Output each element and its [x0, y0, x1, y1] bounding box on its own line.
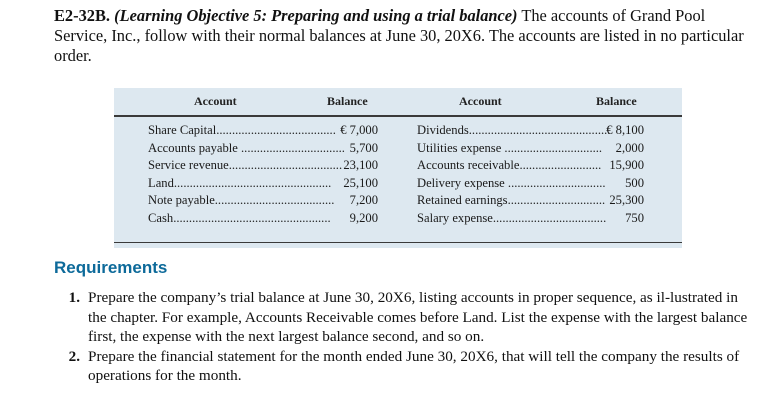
requirement-item — [54, 288, 754, 347]
requirements-list — [54, 288, 754, 386]
account-name: Retained earnings............................... — [417, 193, 606, 207]
account-balance: 7,200 — [349, 193, 378, 207]
exercise-id: E2-32B. — [54, 6, 111, 25]
account-name: Utilities expense ............................... — [417, 140, 603, 155]
account-name: Dividends............................................. — [417, 123, 611, 137]
account-balance: 23,100 — [343, 158, 378, 172]
account-balance: 9,200 — [349, 210, 378, 225]
header-balance-right: Balance — [596, 94, 637, 108]
account-name: Service revenue.................................... — [148, 158, 343, 172]
right-account-names — [417, 122, 611, 227]
account-balance: € 7,000 — [340, 123, 378, 137]
requirement-number: 1. — [68, 289, 80, 306]
header-rule — [114, 115, 682, 117]
account-name: Delivery expense ............................... — [417, 175, 606, 190]
learning-objective: (Learning Objective 5: Preparing and using a trial balance) — [114, 6, 518, 25]
requirement-text: Prepare the financial statement for the month ended June 30, 20X6, that will tell the company the results of operations for the month. — [88, 347, 740, 384]
intro-text: The accounts of Grand Pool Service, Inc., follow with their normal balances at June 30, 20X6. The accounts are listed in no particular order. — [54, 6, 744, 65]
account-name: Share Capital...................................... — [148, 123, 336, 137]
accounts-table — [114, 88, 682, 248]
account-balance: 5,700 — [349, 140, 378, 155]
account-name: Cash.................................................. — [148, 210, 331, 225]
exercise-intro — [54, 6, 744, 66]
requirements-heading: Requirements — [54, 258, 168, 277]
account-name: Accounts payable ................................. — [148, 140, 345, 155]
account-name: Note payable...................................... — [148, 193, 335, 207]
account-balance: 2,000 — [615, 140, 644, 155]
account-balance: € 8,100 — [606, 123, 644, 137]
footer-rule — [114, 242, 682, 243]
requirement-item — [54, 347, 754, 386]
account-balance: 15,900 — [609, 158, 644, 172]
header-account-right: Account — [459, 94, 502, 108]
right-balances — [586, 122, 644, 227]
account-balance: 750 — [625, 210, 644, 225]
header-balance-left: Balance — [327, 94, 368, 108]
left-balances — [320, 122, 378, 227]
header-account-left: Account — [194, 94, 237, 108]
account-balance: 25,300 — [609, 193, 644, 207]
requirement-text: Prepare the company’s trial balance at June 30, 20X6, listing accounts in proper sequence, as il-lustrated in the chapter. For example, Accounts Receivable comes before Land. List the expense with the largest balance first, the expense with the next largest balance second, and so on. — [88, 289, 748, 345]
account-balance: 500 — [625, 175, 644, 190]
left-account-names — [148, 122, 345, 227]
account-name: Salary expense.................................... — [417, 210, 607, 225]
account-name: Land.................................................. — [148, 175, 332, 190]
account-balance: 25,100 — [343, 175, 378, 190]
requirement-number: 2. — [68, 347, 80, 365]
account-name: Accounts receivable.......................... — [417, 158, 602, 172]
